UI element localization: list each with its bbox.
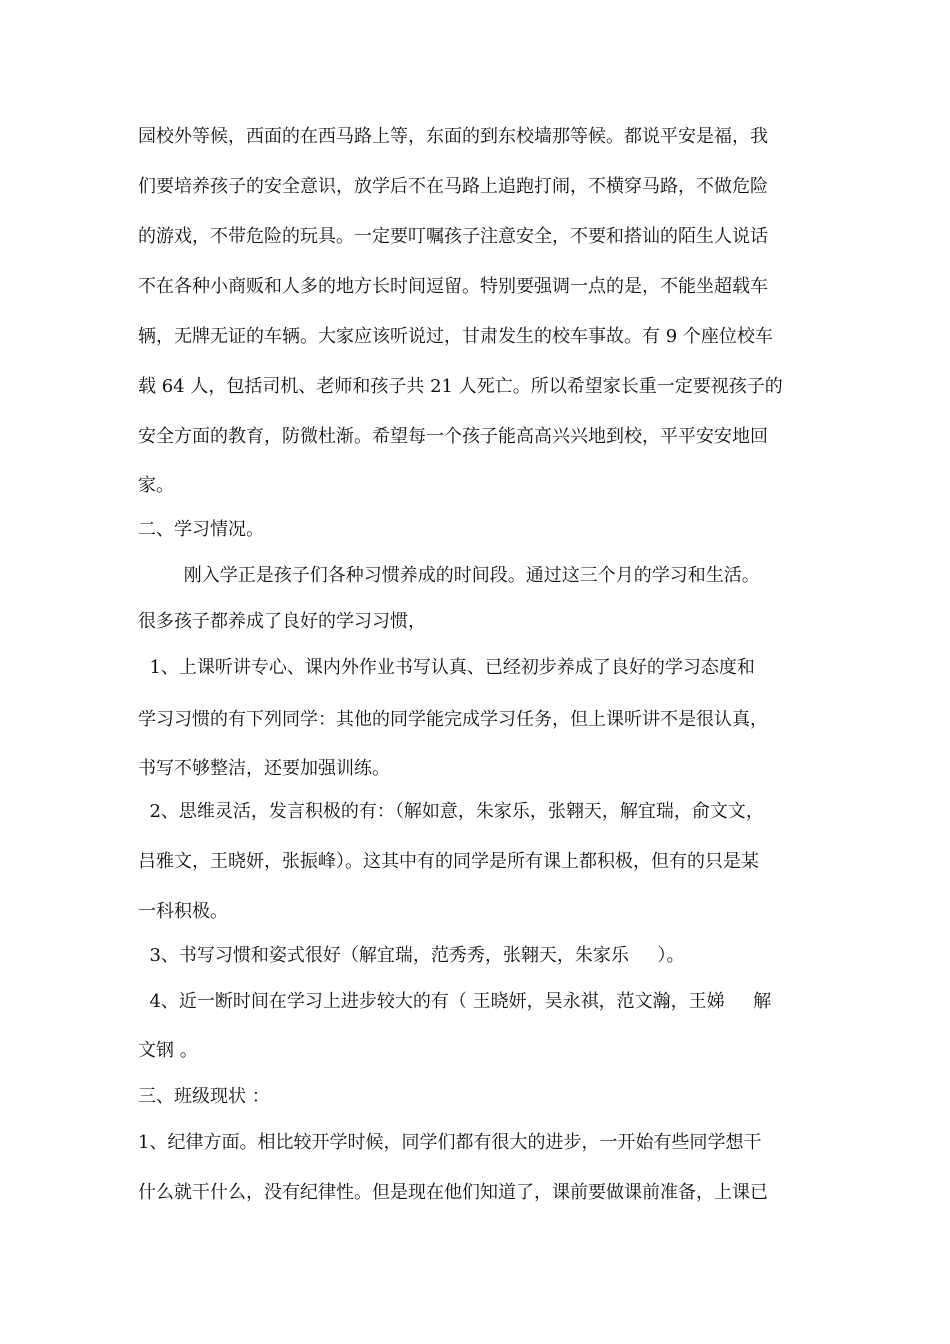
text-line: 1、上课听讲专心、课内外作业书写认真、已经初步养成了良好的学习态度和 bbox=[138, 657, 755, 678]
text-line: 载 64 人，包括司机、老师和孩子共 21 人死亡。所以希望家长重一定要视孩子的 bbox=[138, 376, 783, 397]
text-line: 辆，无牌无证的车辆。大家应该听说过，甘肃发生的校车事故。有 9 个座位校车 bbox=[138, 326, 773, 347]
text-line: 不在各种小商贩和人多的地方长时间逗留。特别要强调一点的是，不能坐超载车 bbox=[138, 276, 768, 297]
section-heading: 三、班级现状 ： bbox=[138, 1086, 270, 1107]
text-line: 3、书写习惯和姿式很好（解宜瑞，范秀秀，张翱天，朱家乐 ）。 bbox=[138, 945, 685, 966]
text-line: 文钢 。 bbox=[138, 1040, 198, 1061]
text-line: 刚入学正是孩子们各种习惯养成的时间段。通过这三个月的学习和生活。 bbox=[138, 565, 760, 586]
text-line: 什么就干什么，没有纪律性。但是现在他们知道了，课前要做课前准备，上课已 bbox=[138, 1182, 768, 1203]
text-line: 家。 bbox=[138, 475, 174, 496]
text-line: 安全方面的教育，防微杜渐。希望每一个孩子能高高兴兴地到校，平平安安地回 bbox=[138, 426, 768, 447]
text-line: 们要培养孩子的安全意识，放学后不在马路上追跑打闹，不横穿马路，不做危险 bbox=[138, 176, 768, 197]
text-line: 4、近一断时间在学习上进步较大的有（ 王晓妍，吴永祺，范文瀚，王娣 解 bbox=[138, 991, 772, 1012]
text-line: 学习习惯的有下列同学：其他的同学能完成学习任务，但上课听讲不是很认真， bbox=[138, 709, 768, 730]
section-heading: 二、学习情况。 bbox=[138, 519, 264, 540]
text-line: 书写不够整洁，还要加强训练。 bbox=[138, 758, 390, 779]
text-line: 2、思维灵活，发言积极的有：（解如意，朱家乐，张翱天，解宜瑞，俞文文， bbox=[138, 801, 764, 822]
text-line: 的游戏，不带危险的玩具。一定要叮嘱孩子注意安全，不要和搭讪的陌生人说话 bbox=[138, 226, 768, 247]
text-line: 园校外等候，西面的在西马路上等，东面的到东校墙那等候。都说平安是福，我 bbox=[138, 126, 768, 147]
text-line: 一科积极。 bbox=[138, 901, 228, 922]
text-line: 很多孩子都养成了良好的学习习惯， bbox=[138, 611, 426, 632]
text-line: 1、纪律方面。相比较开学时候，同学们都有很大的进步，一开始有些同学想干 bbox=[138, 1132, 762, 1153]
text-line: 吕雅文，王晓妍，张振峰）。这其中有的同学是所有课上都积极，但有的只是某 bbox=[138, 851, 759, 872]
